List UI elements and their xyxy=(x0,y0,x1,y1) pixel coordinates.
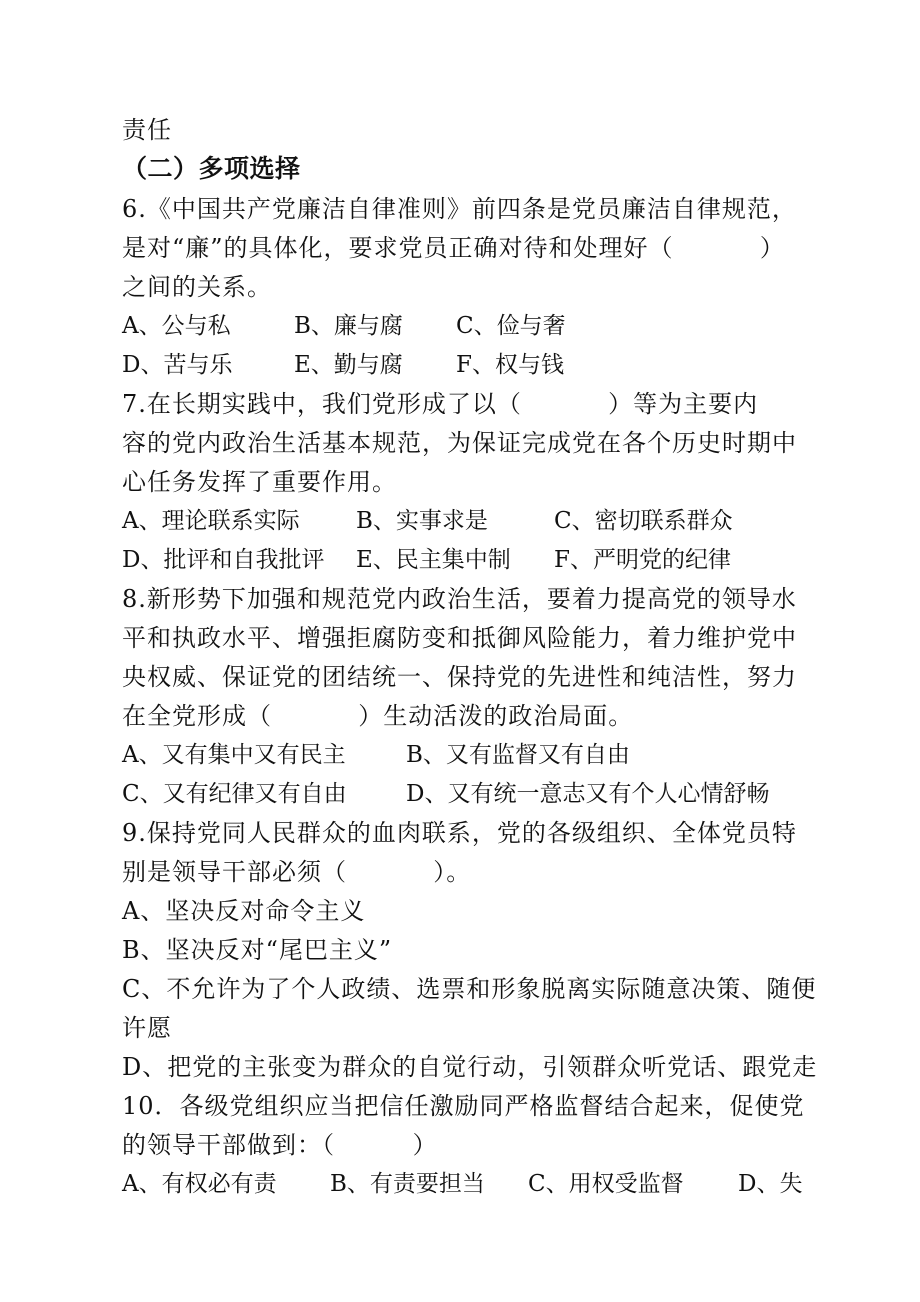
question-8-line-4: 在全党形成（ ）生动活泼的政治局面。 xyxy=(122,702,634,730)
question-8-line-2: 平和执政水平、增强拒腐防变和抵御风险能力，着力维护党中 xyxy=(122,624,797,652)
q9-option-b: B、坚决反对“尾巴主义” xyxy=(122,936,393,964)
q7-option-a: A、理论联系实际 xyxy=(122,508,300,534)
q7-option-f: F、严明党的纪律 xyxy=(554,547,731,573)
q9-option-d: D、把党的主张变为群众的自觉行动，引领群众听党话、跟党走 xyxy=(122,1053,818,1081)
q10-option-d: D、失 xyxy=(738,1171,803,1197)
question-7-line-2: 容的党内政治生活基本规范，为保证完成党在各个历史时期中 xyxy=(122,429,797,457)
q6-option-a: A、公与私 xyxy=(122,313,231,339)
q10-option-b: B、有责要担当 xyxy=(330,1171,485,1197)
q8-option-c: C、又有纪律又有自由 xyxy=(122,781,347,807)
question-10-line-2: 的领导干部做到：（ ） xyxy=(122,1131,438,1159)
q8-option-a: A、又有集中又有民主 xyxy=(122,742,346,768)
q10-option-a: A、有权必有责 xyxy=(122,1171,277,1197)
q9-option-c-line-1: C、不允许为了个人政绩、选票和形象脱离实际随意决策、随便 xyxy=(122,975,817,1003)
question-6-line-3: 之间的关系。 xyxy=(122,273,272,301)
question-10-line-1: 10．各级党组织应当把信任激励同严格监督结合起来，促使党 xyxy=(122,1092,805,1120)
text-line: 责任 xyxy=(122,116,172,144)
question-9-line-1: 9.保持党同人民群众的血肉联系，党的各级组织、全体党员特 xyxy=(122,819,797,847)
q6-option-c: C、俭与奢 xyxy=(456,313,566,339)
q7-option-e: E、民主集中制 xyxy=(356,547,511,573)
q9-option-a: A、坚决反对命令主义 xyxy=(122,897,366,925)
q6-option-e: E、勤与腐 xyxy=(294,352,403,378)
question-9-line-2: 别是领导干部必须（ ）。 xyxy=(122,858,472,886)
q7-option-c: C、密切联系群众 xyxy=(554,508,733,534)
section-heading: （二）多项选择 xyxy=(122,154,301,183)
question-6-line-2: 是对“廉”的具体化，要求党员正确对待和处理好（ ） xyxy=(122,234,785,262)
question-8-line-1: 8.新形势下加强和规范党内政治生活，要着力提高党的领导水 xyxy=(122,585,797,613)
q9-option-c-line-2: 许愿 xyxy=(122,1014,172,1042)
q6-option-f: F、权与钱 xyxy=(456,352,564,378)
question-7-line-3: 心任务发挥了重要作用。 xyxy=(122,468,397,496)
q7-option-b: B、实事求是 xyxy=(356,508,488,534)
question-6-line-1: 6.《中国共产党廉洁自律准则》前四条是党员廉洁自律规范， xyxy=(122,195,797,223)
q7-option-d: D、批评和自我批评 xyxy=(122,547,325,573)
q6-option-d: D、苦与乐 xyxy=(122,352,233,378)
q6-option-b: B、廉与腐 xyxy=(294,313,403,339)
q10-option-c: C、用权受监督 xyxy=(528,1171,684,1197)
q8-option-b: B、又有监督又有自由 xyxy=(406,742,630,768)
question-7-line-1: 7.在长期实践中，我们党形成了以（ ）等为主要内 xyxy=(122,390,759,418)
question-8-line-3: 央权威、保证党的团结统一、保持党的先进性和纯洁性，努力 xyxy=(122,663,797,691)
q8-option-d: D、又有统一意志又有个人心情舒畅 xyxy=(406,781,770,807)
